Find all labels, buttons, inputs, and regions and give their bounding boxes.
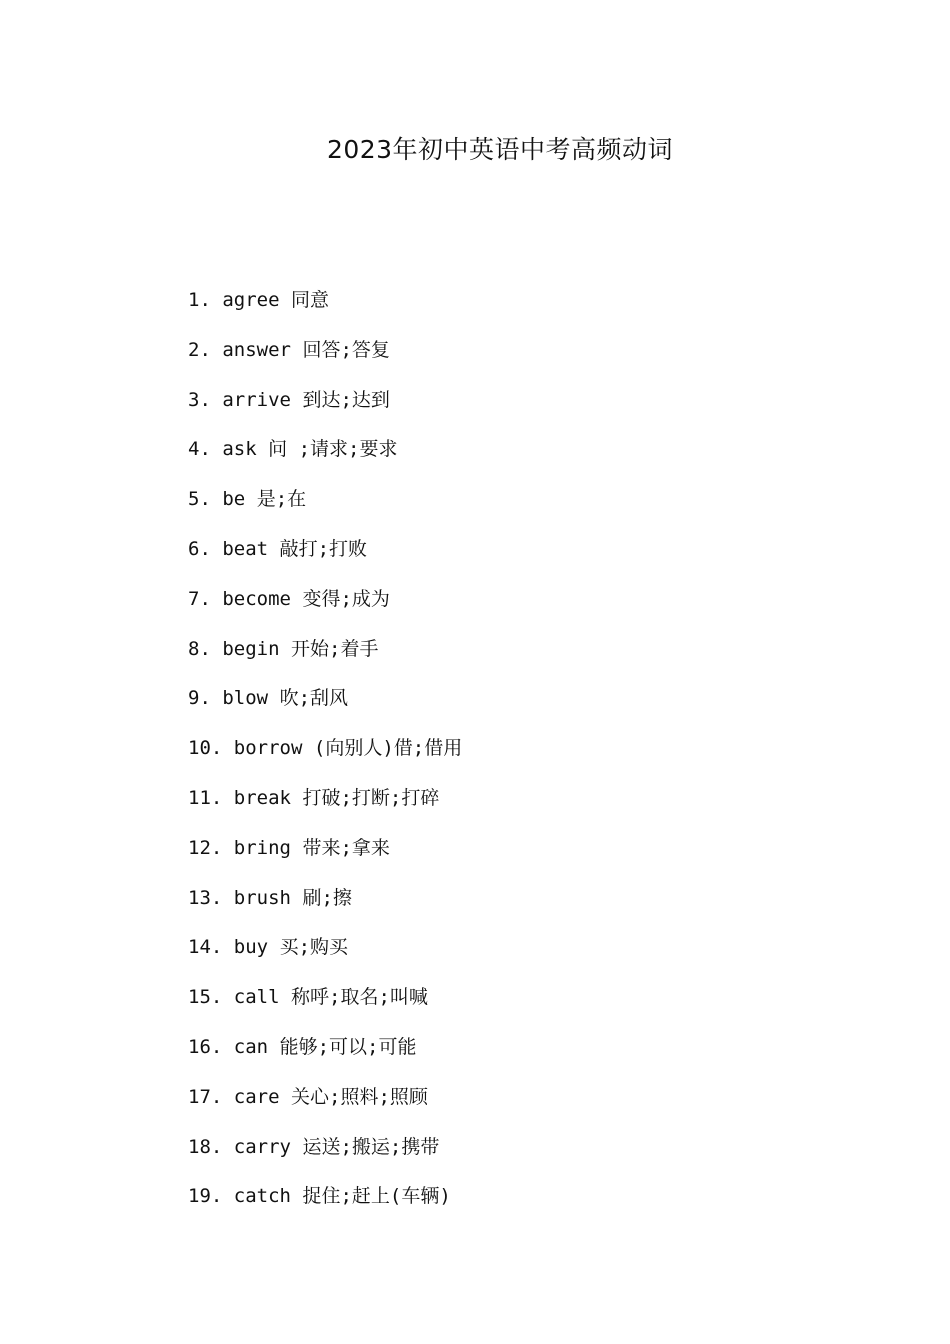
entry-word: catch (233, 1185, 291, 1208)
list-item (188, 631, 462, 681)
entry-word: answer (222, 338, 291, 361)
list-item (188, 830, 462, 880)
entry-word: care (233, 1085, 280, 1108)
list-item (188, 680, 462, 730)
entry-meaning: 买;购买 (279, 936, 349, 959)
entry-word: call (233, 986, 280, 1009)
entry-word: ask (222, 438, 257, 461)
entry-word: agree (222, 289, 280, 311)
list-item (188, 481, 462, 531)
entry-number: 7. (188, 587, 211, 610)
entry-meaning: 到达;达到 (302, 388, 390, 411)
entry-number: 13. (188, 886, 223, 909)
entry-word: borrow (233, 737, 303, 760)
list-item (188, 730, 462, 780)
list-item (188, 1129, 462, 1179)
entry-meaning: 运送;搬运;携带 (302, 1135, 440, 1158)
entry-word: be (222, 488, 246, 511)
entry-word: beat (222, 537, 269, 560)
entry-meaning: 关心;照料;照顾 (291, 1085, 428, 1108)
entry-number: 3. (188, 388, 211, 411)
vocabulary-list (188, 282, 462, 1228)
entry-meaning: 刷;擦 (302, 886, 352, 909)
list-item (188, 1029, 462, 1079)
entry-number: 9. (188, 687, 211, 710)
list-item (188, 880, 462, 930)
entry-meaning: 带来;拿来 (302, 836, 390, 859)
entry-number: 11. (188, 786, 223, 809)
entry-word: blow (222, 687, 269, 710)
entry-meaning: 敲打;打败 (279, 537, 368, 560)
entry-meaning: 同意 (291, 289, 330, 311)
entry-word: become (222, 587, 291, 610)
entry-number: 5. (188, 488, 211, 511)
entry-word: arrive (222, 388, 291, 411)
entry-word: break (233, 786, 291, 809)
entry-word: buy (233, 936, 269, 959)
page-title: 2023年初中英语中考高频动词 (326, 135, 674, 164)
list-item (188, 1079, 462, 1129)
entry-meaning: (向别人)借;借用 (313, 737, 463, 760)
list-item (188, 332, 462, 382)
entry-number: 18. (188, 1135, 223, 1158)
entry-number: 2. (188, 338, 211, 361)
entry-meaning: 捉住;赶上(车辆) (302, 1185, 451, 1208)
list-item (188, 929, 462, 979)
entry-meaning: 开始;着手 (291, 637, 379, 660)
entry-number: 19. (188, 1185, 223, 1208)
entry-meaning: 能够;可以;可能 (279, 1035, 417, 1058)
list-item (188, 382, 462, 432)
list-item (188, 979, 462, 1029)
entry-meaning: 回答;答复 (302, 338, 390, 361)
list-item (188, 581, 462, 631)
entry-meaning: 是;在 (256, 488, 307, 511)
list-item (188, 1178, 462, 1228)
entry-meaning: 问 ;请求;要求 (268, 438, 398, 461)
entry-number: 4. (188, 438, 211, 461)
list-item (188, 431, 462, 481)
entry-number: 6. (188, 537, 211, 560)
entry-meaning: 吹;刮风 (279, 687, 349, 710)
list-item (188, 531, 462, 581)
entry-meaning: 称呼;取名;叫喊 (291, 986, 428, 1009)
entry-number: 10. (188, 737, 223, 760)
entry-word: bring (233, 836, 291, 859)
entry-word: carry (233, 1135, 291, 1158)
entry-meaning: 打破;打断;打碎 (302, 786, 440, 809)
entry-number: 14. (188, 936, 223, 959)
entry-number: 1. (188, 289, 211, 311)
entry-word: begin (222, 637, 280, 660)
entry-number: 8. (188, 637, 211, 660)
list-item (188, 282, 462, 332)
entry-number: 16. (188, 1035, 223, 1058)
entry-meaning: 变得;成为 (302, 587, 390, 610)
entry-word: can (233, 1035, 269, 1058)
entry-number: 12. (188, 836, 223, 859)
entry-number: 15. (188, 986, 223, 1009)
entry-word: brush (233, 886, 291, 909)
entry-number: 17. (188, 1085, 223, 1108)
list-item (188, 780, 462, 830)
